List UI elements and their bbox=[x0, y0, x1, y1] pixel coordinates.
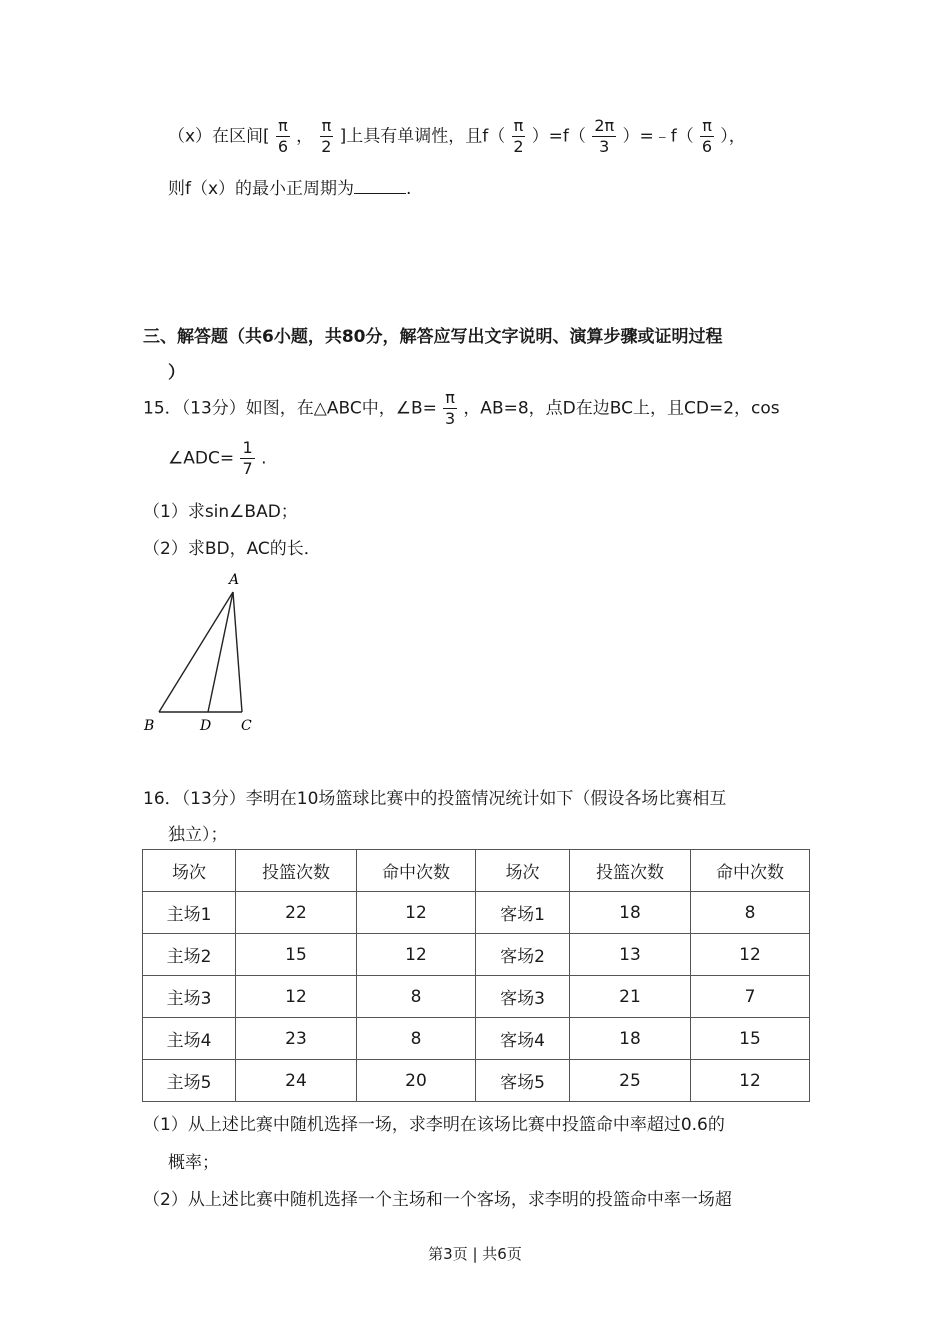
table-cell: 12 bbox=[691, 934, 810, 976]
header-cell: 场次 bbox=[143, 850, 236, 892]
table-header-row bbox=[143, 850, 810, 892]
table-cell: 18 bbox=[570, 1018, 691, 1060]
q16-sub1b: 概率； bbox=[168, 1153, 219, 1173]
table-cell: 客场2 bbox=[476, 934, 570, 976]
table-cell: 主场4 bbox=[143, 1018, 236, 1060]
q16-line2: 独立）； bbox=[168, 825, 228, 845]
label-a: A bbox=[229, 572, 240, 588]
table-cell: 12 bbox=[691, 1060, 810, 1102]
q15-sub2: （2）求BD，AC的长． bbox=[143, 539, 321, 559]
table-cell: 12 bbox=[357, 934, 476, 976]
section-heading: 三、解答题（共6小题，共80分，解答应写出文字说明、演算步骤或证明过程 bbox=[143, 327, 723, 347]
table-row bbox=[143, 892, 810, 934]
header-cell: 投篮次数 bbox=[236, 850, 357, 892]
table-cell: 22 bbox=[236, 892, 357, 934]
table-cell: 主场5 bbox=[143, 1060, 236, 1102]
table-cell: 8 bbox=[691, 892, 810, 934]
q15-sub1: （1）求sin∠BAD； bbox=[143, 502, 298, 522]
label-d: D bbox=[200, 718, 212, 734]
fraction-pi-2b: $\frac{\pi}{2}$ bbox=[513, 116, 524, 156]
header-cell: 命中次数 bbox=[357, 850, 476, 892]
table-cell: 7 bbox=[691, 976, 810, 1018]
label-b: B bbox=[144, 718, 155, 734]
q14-line2: 则f（x）的最小正周期为 . bbox=[168, 179, 412, 199]
side-ab bbox=[159, 592, 233, 712]
table-row bbox=[143, 976, 810, 1018]
side-ad bbox=[208, 592, 233, 712]
table-cell: 主场2 bbox=[143, 934, 236, 976]
table-row bbox=[143, 1018, 810, 1060]
table-cell: 8 bbox=[357, 1018, 476, 1060]
table-row bbox=[143, 1060, 810, 1102]
answer-blank bbox=[354, 179, 406, 194]
table-cell: 13 bbox=[570, 934, 691, 976]
table-cell: 客场5 bbox=[476, 1060, 570, 1102]
stats-table bbox=[142, 849, 810, 1102]
table-cell: 15 bbox=[691, 1018, 810, 1060]
table-cell: 8 bbox=[357, 976, 476, 1018]
q15-line1: 15．（13分）如图，在△ABC中，∠B= $\frac{\pi}{3}$ ，AB=8，点D在边BC上，且CD=2，cos bbox=[143, 388, 780, 428]
q15-line2: ∠ADC= $\frac{1}{7}$ . bbox=[168, 438, 267, 478]
fraction-pi-6b: $\frac{\pi}{6}$ bbox=[701, 116, 713, 156]
label-c: C bbox=[241, 718, 252, 734]
q14-line1: （x）在区间[ $\frac{\pi}{6}$ ， $\frac{\pi}{2}$ ]上具有单调性，且f（ $\frac{\pi}{2}$ ）=f（ $\frac{2\pi}{3}$ ）=﹣f（ $\frac{\pi}{6}$ ）， bbox=[168, 116, 746, 156]
table-cell: 23 bbox=[236, 1018, 357, 1060]
table-cell: 客场1 bbox=[476, 892, 570, 934]
fraction-pi-6: $\frac{\pi}{6}$ bbox=[277, 116, 289, 156]
fraction-pi-2: $\frac{\pi}{2}$ bbox=[321, 116, 332, 156]
table-cell: 15 bbox=[236, 934, 357, 976]
q16-sub1a: （1）从上述比赛中随机选择一场，求李明在该场比赛中投篮命中率超过0.6的 bbox=[143, 1115, 725, 1135]
q16-sub2a: （2）从上述比赛中随机选择一个主场和一个客场，求李明的投篮命中率一场超 bbox=[143, 1190, 732, 1210]
header-cell: 场次 bbox=[476, 850, 570, 892]
header-cell: 命中次数 bbox=[691, 850, 810, 892]
section-heading-close: ） bbox=[168, 363, 185, 383]
page-footer: 第3页 | 共6页 bbox=[428, 1245, 522, 1263]
table-cell: 客场4 bbox=[476, 1018, 570, 1060]
table-cell: 25 bbox=[570, 1060, 691, 1102]
fraction-1-7: $\frac{1}{7}$ bbox=[242, 438, 253, 478]
table-cell: 21 bbox=[570, 976, 691, 1018]
table-cell: 主场3 bbox=[143, 976, 236, 1018]
table-row bbox=[143, 934, 810, 976]
table-cell: 12 bbox=[357, 892, 476, 934]
q16-line1: 16．（13分）李明在10场篮球比赛中的投篮情况统计如下（假设各场比赛相互 bbox=[143, 789, 727, 809]
side-ac bbox=[233, 592, 242, 712]
table-cell: 主场1 bbox=[143, 892, 236, 934]
table-cell: 20 bbox=[357, 1060, 476, 1102]
triangle-figure bbox=[138, 566, 268, 736]
fraction-2pi-3: $\frac{2\pi}{3}$ bbox=[594, 116, 615, 156]
header-cell: 投篮次数 bbox=[570, 850, 691, 892]
table-cell: 12 bbox=[236, 976, 357, 1018]
table-cell: 18 bbox=[570, 892, 691, 934]
table-cell: 客场3 bbox=[476, 976, 570, 1018]
table-cell: 24 bbox=[236, 1060, 357, 1102]
fraction-pi-3: $\frac{\pi}{3}$ bbox=[444, 388, 456, 428]
